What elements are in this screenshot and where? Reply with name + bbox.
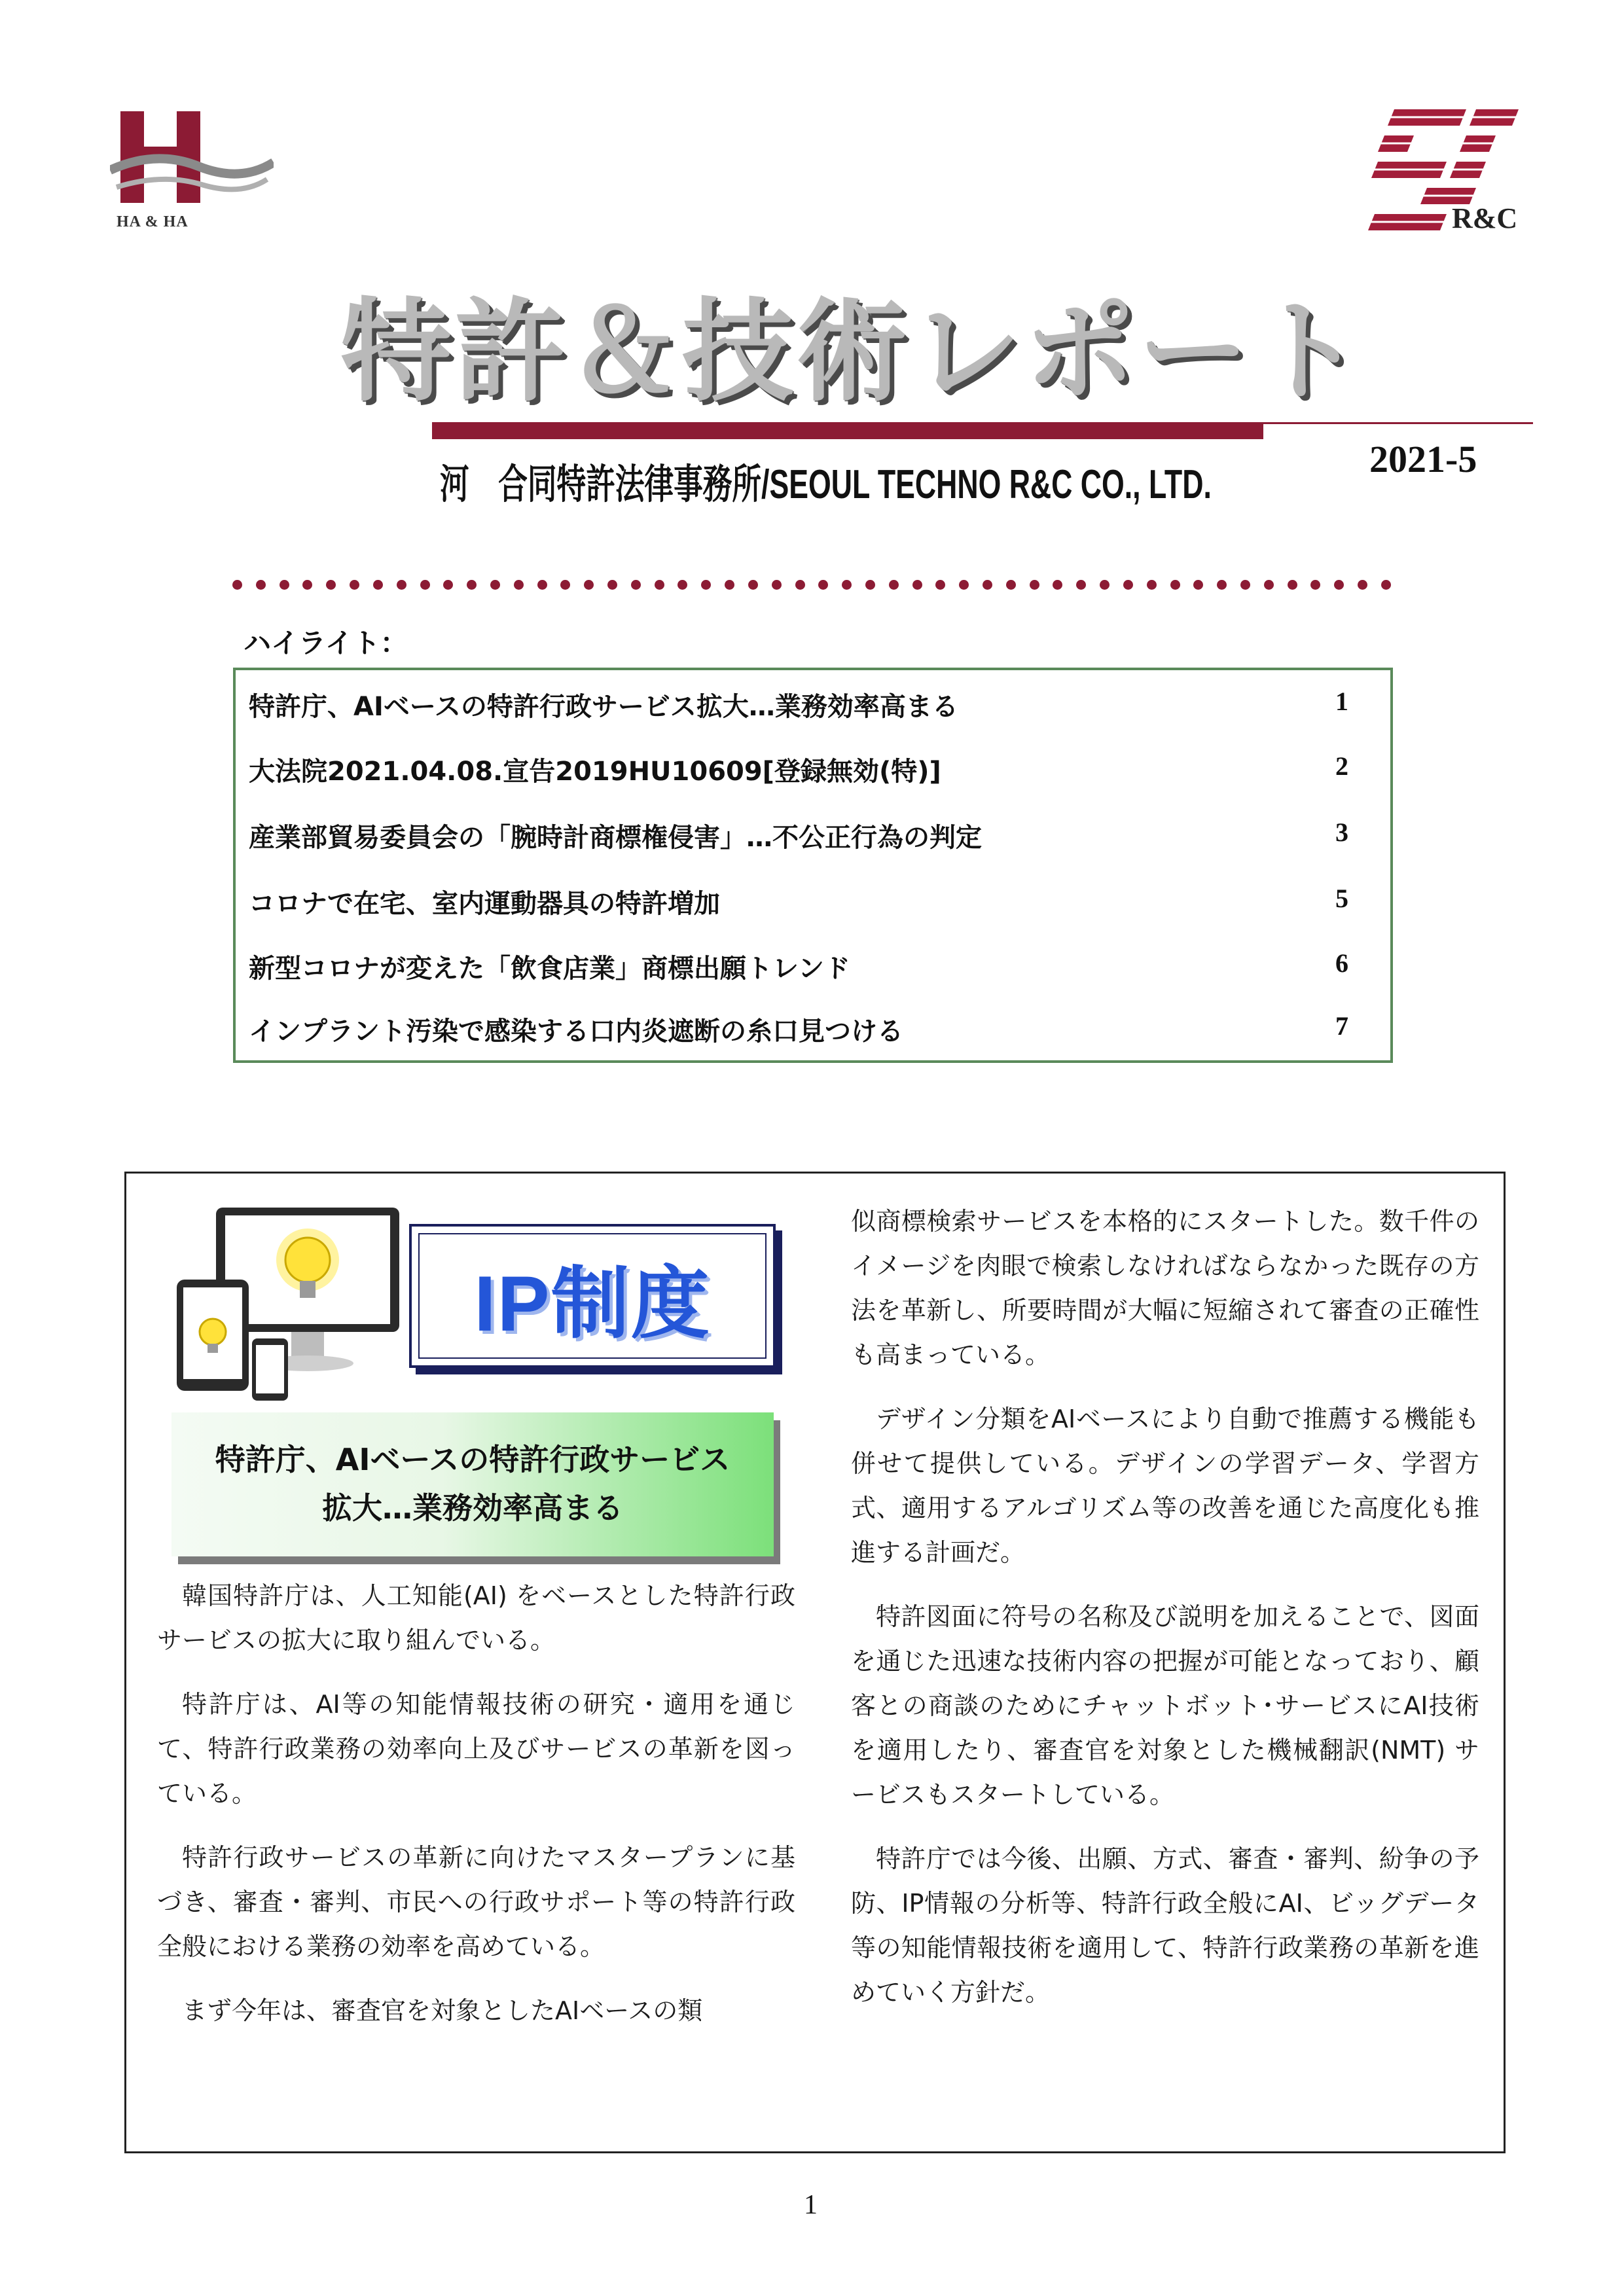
report-title: 特許＆技術レポート bbox=[340, 287, 1366, 417]
highlight-item[interactable] bbox=[249, 817, 1348, 856]
paragraph: 特許庁は、AI等の知能情報技術の研究・適用を通じて、特許行政業務の効率向上及びサービスの革新を図っている。 bbox=[157, 1690, 795, 1808]
highlight-title: 新型コロナが変えた「飲食店業」商標出願トレンド bbox=[249, 954, 850, 984]
paragraph: 特許庁では今後、出願、方式、審査・審判、紛争の予防、IP情報の分析等、特許行政全般にAI、ビッグデータ等の知能情報技術を適用して、特許行政業務の革新を進めていく方針だ。 bbox=[851, 1844, 1479, 2007]
paragraph: デザイン分類をAIベースにより自動で推薦する機能も併せて提供している。デザインの学習データ、学習方式、適用するアルゴリズム等の改善を通じた高度化も推進する計画だ。 bbox=[851, 1405, 1479, 1567]
paragraph: 特許行政サービスの革新に向けたマスタープランに基づき、審査・審判、市民への行政サポート等の特許行政全般における業務の効率を高めている。 bbox=[157, 1843, 795, 1961]
highlight-item[interactable] bbox=[249, 883, 1348, 922]
paragraph: 特許図面に符号の名称及び説明を加えることで、図面を通じた迅速な技術内容の把握が可能となっており、顧客との商談のためにチャットボット･サービスにAI技術を適用したり、審査官を対象とした機械翻訳(NMT) サービスもスタートしている。 bbox=[851, 1602, 1479, 1809]
title-underline-rule bbox=[1263, 422, 1533, 424]
issue-number: 2021-5 bbox=[1369, 438, 1477, 480]
headline-line-2: 拡大…業務効率高まる bbox=[322, 1490, 623, 1526]
ip-system-badge bbox=[409, 1224, 776, 1368]
paragraph: 韓国特許庁は、人工知能(AI) をベースとした特許行政サービスの拡大に取り組んでいる。 bbox=[157, 1581, 795, 1655]
highlight-title: 産業部貿易委員会の「腕時計商標権侵害」…不公正行為の判定 bbox=[249, 823, 982, 853]
devices-lightbulb-icon bbox=[170, 1201, 406, 1410]
ha-and-ha-caption: HA & HA bbox=[117, 213, 189, 230]
highlight-item[interactable] bbox=[249, 686, 1348, 725]
highlight-item[interactable] bbox=[249, 948, 1348, 987]
article-right-column bbox=[851, 1199, 1479, 2034]
article-headline bbox=[171, 1412, 774, 1556]
highlight-page: 7 bbox=[1335, 1011, 1348, 1041]
highlight-title: 大法院2021.04.08.宣告2019HU10609[登録無効(特)] bbox=[249, 757, 941, 787]
dotted-divider bbox=[232, 580, 1391, 593]
highlight-title: インプラント汚染で感染する口内炎遮断の糸口見つける bbox=[249, 1016, 903, 1047]
highlight-item[interactable] bbox=[249, 751, 1348, 790]
highlight-page: 5 bbox=[1335, 884, 1348, 913]
firm-name: 河 合同特許法律事務所/SEOUL TECHNO R&C CO., LTD. bbox=[440, 462, 1212, 507]
paragraph: 似商標検索サービスを本格的にスタートした。数千件のイメージを肉眼で検索しなければならなかった既存の方法を革新し、所要時間が大幅に短縮されて審査の正確性も高まっている。 bbox=[851, 1207, 1479, 1369]
highlight-title: コロナで在宅、室内運動器具の特許増加 bbox=[249, 889, 720, 919]
highlight-item[interactable] bbox=[249, 1011, 1348, 1050]
highlight-page: 1 bbox=[1335, 687, 1348, 716]
highlights-box bbox=[233, 668, 1393, 1063]
title-underline-bar bbox=[432, 422, 1263, 439]
highlight-page: 6 bbox=[1335, 948, 1348, 978]
highlights-heading: ハイライト： bbox=[244, 627, 408, 659]
headline-line-1: 特許庁、AIベースの特許行政サービス bbox=[215, 1442, 731, 1478]
highlight-title: 特許庁、AIベースの特許行政サービス拡大…業務効率高まる bbox=[249, 692, 958, 722]
article-left-column bbox=[157, 1573, 795, 2053]
r-and-c-caption: R&C bbox=[1452, 202, 1518, 234]
paragraph: まず今年は、審査官を対象としたAIベースの類 bbox=[182, 1996, 703, 2025]
highlight-page: 3 bbox=[1335, 817, 1348, 847]
ip-system-label: IP制度 bbox=[474, 1260, 711, 1348]
page-number: 1 bbox=[804, 2190, 818, 2220]
highlight-page: 2 bbox=[1335, 751, 1348, 781]
